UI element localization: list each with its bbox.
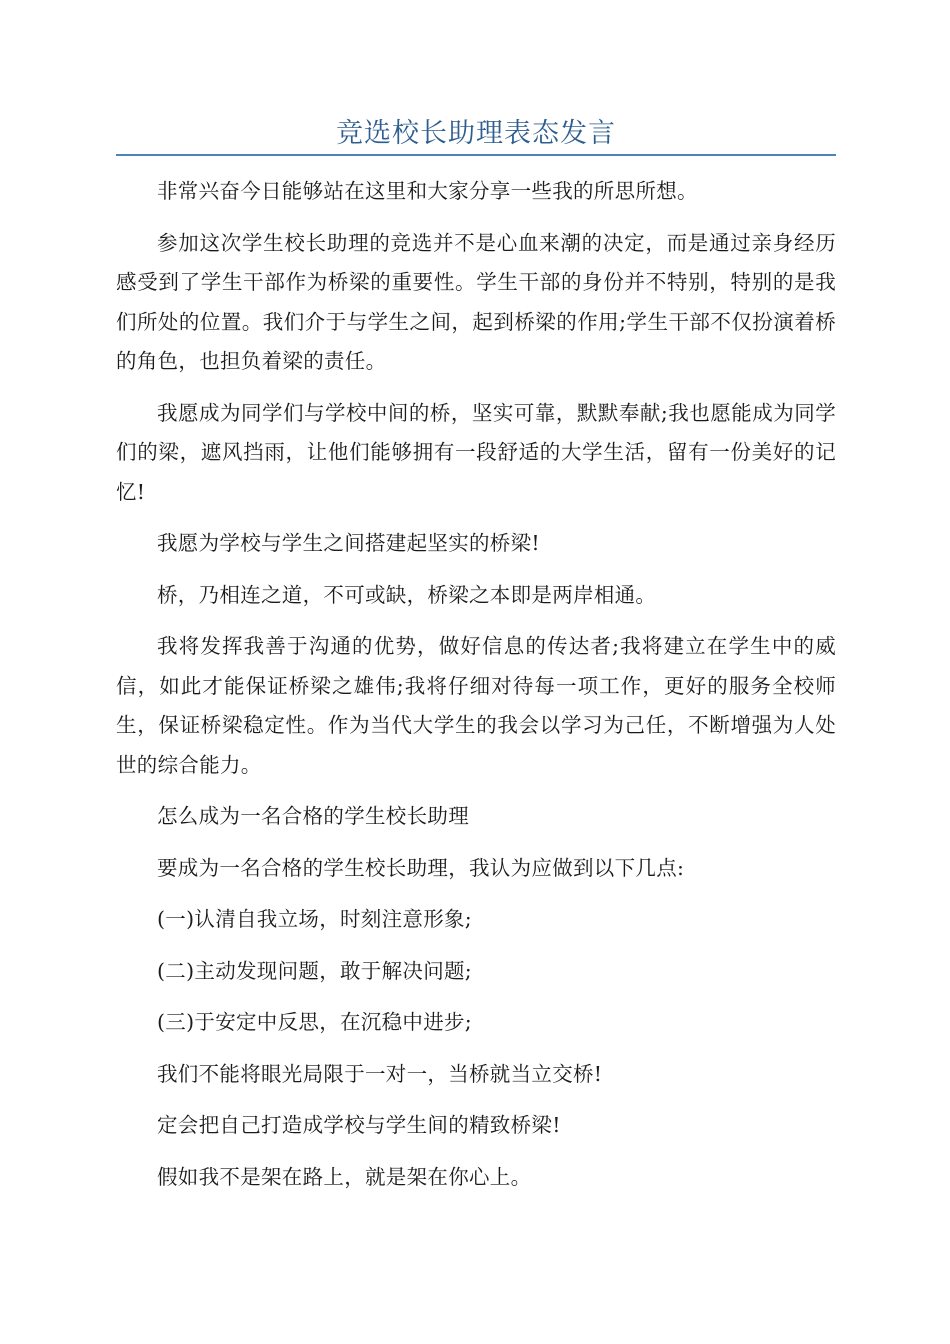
document-body [116, 172, 836, 1209]
list-item-1: (一)认清自我立场，时刻注意形象; [157, 907, 473, 931]
list-item-2: (二)主动发现问题，敢于解决问题; [157, 958, 473, 983]
paragraph-1: 非常兴奋今日能够站在这里和大家分享一些我的所思所想。 [157, 179, 698, 203]
paragraph-10: 定会把自己打造成学校与学生间的精致桥梁! [157, 1113, 561, 1137]
document-title: 竞选校长助理表态发言 [336, 118, 616, 149]
paragraph-8: 要成为一名合格的学生校长助理，我认为应做到以下几点: [157, 855, 685, 880]
paragraph-6: 我将发挥我善于沟通的优势，做好信息的传达者;我将建立在学生中的威信，如此才能保证桥梁之雄伟;我将仔细对待每一项工作，更好的服务全校师生，保证桥梁稳定性。作为当代大学生的我会以学习为己任，不断增强为人处世的综合能力。 [116, 634, 836, 777]
title-underline [116, 154, 836, 156]
paragraph-3: 我愿成为同学们与学校中间的桥，坚实可靠，默默奉献;我也愿能成为同学们的梁，遮风挡雨，让他们能够拥有一段舒适的大学生活，留有一份美好的记忆! [116, 400, 836, 504]
paragraph-9: 我们不能将眼光局限于一对一，当桥就当立交桥! [157, 1061, 603, 1086]
paragraph-2: 参加这次学生校长助理的竞选并不是心血来潮的决定，而是通过亲身经历感受到了学生干部作为桥梁的重要性。学生干部的身份并不特别，特别的是我们所处的位置。我们介于与学生之间，起到桥梁的作用;学生干部不仅扮演着桥的角色，也担负着梁的责任。 [116, 230, 836, 373]
paragraph-4: 我愿为学校与学生之间搭建起坚实的桥梁! [157, 531, 540, 555]
paragraph-7: 怎么成为一名合格的学生校长助理 [157, 804, 469, 828]
paragraph-5: 桥，乃相连之道，不可或缺，桥梁之本即是两岸相通。 [157, 582, 657, 607]
paragraph-11: 假如我不是架在路上，就是架在你心上。 [157, 1164, 532, 1189]
list-item-3: (三)于安定中反思，在沉稳中进步; [157, 1010, 473, 1034]
